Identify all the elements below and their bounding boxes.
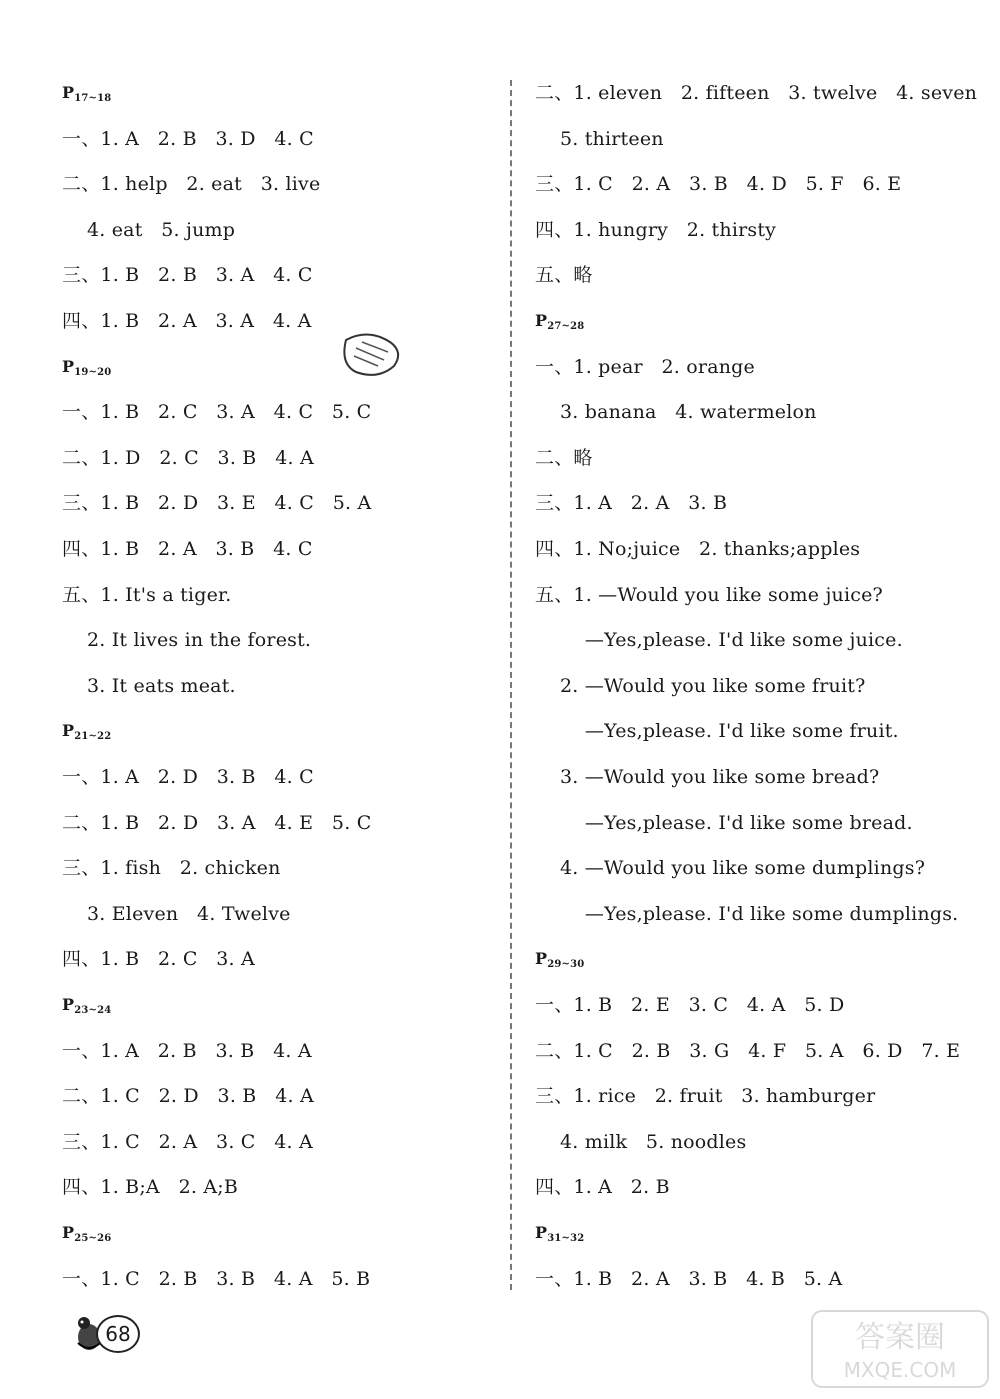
heading-range: 21~22 — [74, 731, 112, 743]
answer-line: 三、1. fish 2. chicken — [62, 857, 281, 880]
answer-line: 三、1. C 2. A 3. B 4. D 5. F 6. E — [535, 173, 902, 196]
heading-letter: P — [62, 83, 75, 102]
answer-line: 三、1. C 2. A 3. C 4. A — [62, 1130, 313, 1153]
answer-line: 一、1. B 2. C 3. A 4. C 5. C — [62, 401, 372, 424]
page-number: 68 — [96, 1315, 140, 1353]
heading-range: 29~30 — [547, 959, 585, 971]
answer-line: 三、1. B 2. D 3. E 4. C 5. A — [62, 492, 372, 515]
answer-line: 一、1. B 2. A 3. B 4. B 5. A — [535, 1267, 843, 1290]
page-range-heading — [62, 993, 111, 1023]
heading-letter: P — [535, 949, 548, 969]
heading-letter: P — [62, 356, 75, 376]
answer-line: 一、1. B 2. E 3. C 4. A 5. D — [535, 994, 845, 1016]
page-range-heading — [62, 355, 111, 385]
page-range-heading — [62, 719, 111, 749]
answer-line: 一、1. A 2. D 3. B 4. C — [62, 766, 314, 788]
answer-line: 二、1. help 2. eat 3. live — [62, 173, 321, 196]
answer-line: —Yes,please. I'd like some dumplings. — [535, 902, 959, 925]
answer-line: 二、1. C 2. B 3. G 4. F 5. A 6. D 7. E — [535, 1039, 961, 1062]
column-divider — [510, 80, 512, 1290]
heading-range: 31~32 — [547, 1233, 585, 1244]
answer-line: 四、1. B 2. A 3. A 4. A — [62, 310, 312, 332]
page-range-heading — [535, 309, 584, 339]
answer-line: 一、1. A 2. B 3. B 4. A — [62, 1039, 312, 1062]
answer-line: 四、1. B 2. C 3. A — [62, 948, 255, 971]
answer-line: 3. It eats meat. — [62, 674, 236, 697]
answer-line: 三、1. rice 2. fruit 3. hamburger — [535, 1085, 876, 1108]
answer-line: 四、1. hungry 2. thirsty — [535, 218, 777, 241]
answer-line: 3. banana 4. watermelon — [535, 401, 817, 424]
answer-line: —Yes,please. I'd like some juice. — [535, 629, 903, 652]
page-range-heading — [535, 1221, 584, 1251]
heading-letter: P — [62, 721, 75, 741]
answer-line: 二、略 — [535, 446, 593, 469]
heading-range: 17~18 — [74, 93, 112, 104]
answer-line: 4. —Would you like some dumplings? — [535, 857, 926, 880]
answer-line: —Yes,please. I'd like some bread. — [535, 811, 913, 834]
answer-line: —Yes,please. I'd like some fruit. — [535, 720, 899, 743]
answer-line: 二、1. B 2. D 3. A 4. E 5. C — [62, 811, 372, 834]
answer-line: 3. —Would you like some bread? — [535, 766, 880, 788]
answer-line: 三、1. B 2. B 3. A 4. C — [62, 264, 313, 287]
heading-letter: P — [535, 1223, 548, 1242]
answer-line: 五、略 — [535, 264, 593, 287]
answer-line: 2. It lives in the forest. — [62, 629, 312, 652]
watermark-logo — [810, 1309, 990, 1389]
answer-line: 5. thirteen — [535, 127, 664, 150]
answer-line: 四、1. B;A 2. A;B — [62, 1176, 239, 1199]
answer-line: 一、1. C 2. B 3. B 4. A 5. B — [62, 1267, 371, 1290]
answer-line: 五、1. —Would you like some juice? — [535, 583, 883, 606]
answer-line: 一、1. A 2. B 3. D 4. C — [62, 127, 314, 150]
heading-letter: P — [62, 1223, 75, 1242]
page-range-heading — [62, 81, 111, 111]
page-number-badge — [74, 1313, 138, 1353]
heading-letter: P — [62, 995, 75, 1014]
answer-line: 四、1. A 2. B — [535, 1176, 670, 1199]
page-range-heading — [62, 1221, 111, 1251]
answer-line: 4. eat 5. jump — [62, 218, 236, 241]
watermark-bottom: MXQE.COM — [843, 1358, 957, 1382]
heading-range: 27~28 — [547, 321, 585, 332]
answer-line: 五、1. It's a tiger. — [62, 583, 232, 606]
heading-range: 19~20 — [74, 366, 112, 378]
heading-range: 23~24 — [74, 1005, 112, 1016]
heading-letter: P — [535, 311, 548, 330]
answer-line: 2. —Would you like some fruit? — [535, 674, 866, 697]
answer-line: 四、1. No;juice 2. thanks;apples — [535, 538, 861, 560]
answer-line: 一、1. pear 2. orange — [535, 355, 755, 378]
answer-line: 4. milk 5. noodles — [535, 1130, 747, 1153]
answer-line: 二、1. C 2. D 3. B 4. A — [62, 1085, 314, 1108]
answer-line: 3. Eleven 4. Twelve — [62, 902, 291, 925]
answer-line: 三、1. A 2. A 3. B — [535, 492, 728, 515]
answer-line: 二、1. eleven 2. fifteen 3. twelve 4. seven — [535, 82, 978, 104]
stamp-icon — [338, 330, 404, 378]
heading-range: 25~26 — [74, 1233, 112, 1244]
page-range-heading — [535, 947, 584, 977]
watermark-top: 答案圈 — [855, 1320, 945, 1355]
answer-line: 二、1. D 2. C 3. B 4. A — [62, 446, 314, 469]
answer-line: 四、1. B 2. A 3. B 4. C — [62, 538, 313, 560]
